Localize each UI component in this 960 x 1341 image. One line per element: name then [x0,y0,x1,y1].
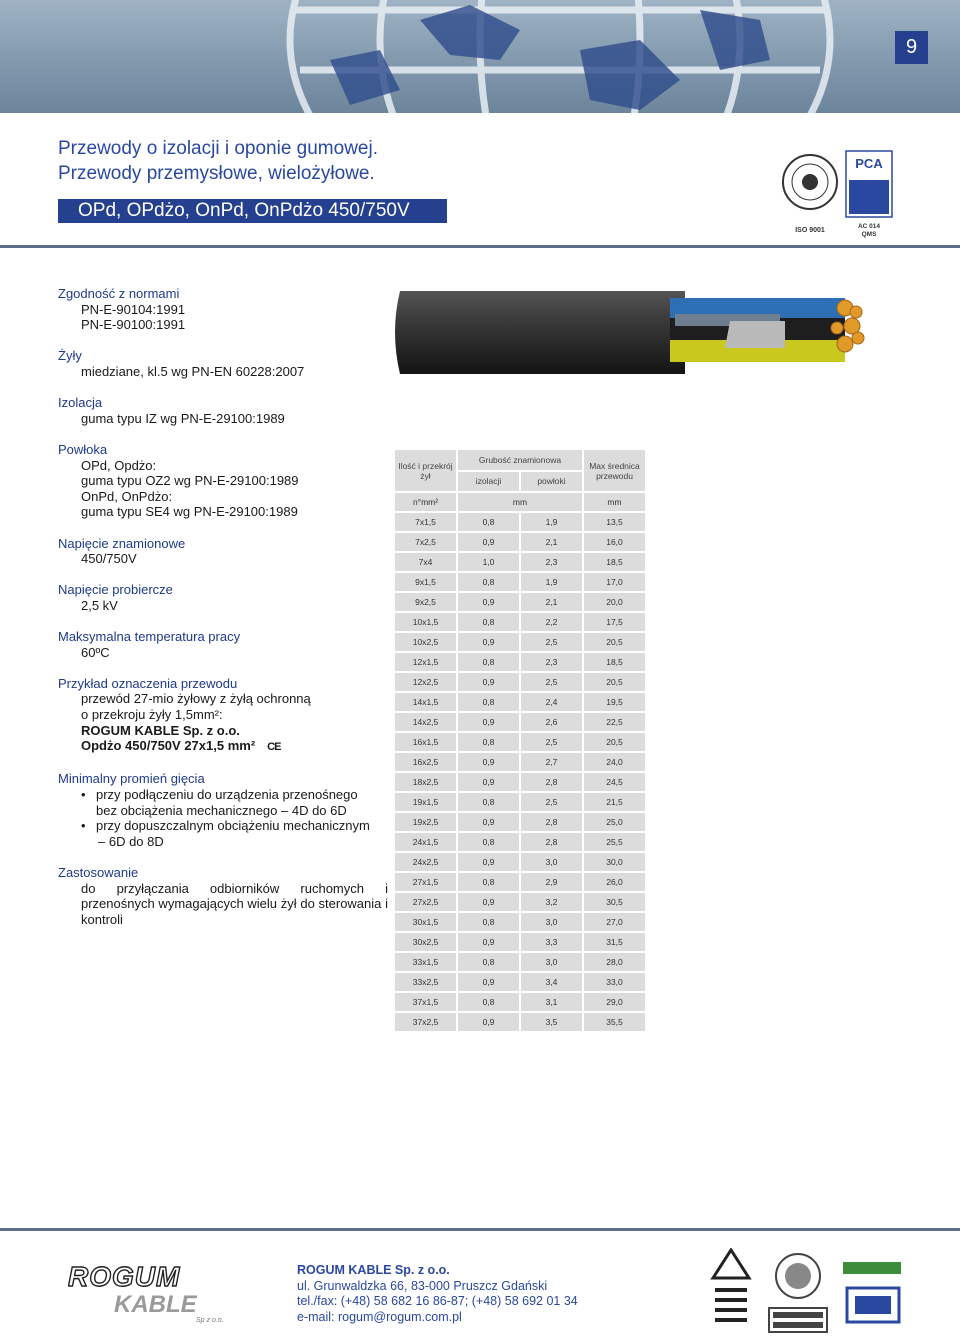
cell-insulation: 0,8 [458,733,519,751]
cable-spec-table [393,448,647,1033]
cell-sheath: 1,9 [521,513,582,531]
cell-sheath: 2,5 [521,633,582,651]
test-voltage-heading: Napięcie probiercze [58,582,173,598]
cell-diameter: 25,5 [584,833,645,851]
table-row [395,733,645,751]
table-row [395,753,645,771]
cntk-logo-icon [847,1288,899,1322]
cell-sheath: 3,3 [521,933,582,951]
header-diameter: Max średnica przewodu [584,450,645,491]
svg-text:ISO 9001: ISO 9001 [795,227,825,234]
cell-insulation: 0,8 [458,953,519,971]
cell-insulation: 0,9 [458,773,519,791]
company-address [297,1263,578,1325]
company-email[interactable]: e-mail: rogum@rogum.com.pl [297,1309,462,1324]
cell-cross-section: 10x1,5 [395,613,456,631]
page-title [58,136,378,186]
cell-diameter: 27,0 [584,913,645,931]
globe-graphic [0,0,960,113]
certification-logos [778,148,898,238]
table-body [395,513,645,1031]
svg-text:ROGUM: ROGUM [68,1262,181,1292]
cell-sheath: 3,5 [521,1013,582,1031]
cell-sheath: 2,9 [521,873,582,891]
certification-marks [705,1248,915,1336]
cell-diameter: 26,0 [584,873,645,891]
temperature-heading: Maksymalna temperatura pracy [58,629,241,645]
cell-insulation: 0,9 [458,1013,519,1031]
footer-divider [0,1228,960,1231]
table-row [395,853,645,871]
cell-diameter: 30,5 [584,893,645,911]
cell-diameter: 20,5 [584,673,645,691]
rogum-logo [68,1262,243,1324]
table-row [395,873,645,891]
cell-sheath: 2,3 [521,553,582,571]
cell-cross-section: 16x2,5 [395,753,456,771]
cell-insulation: 0,9 [458,933,519,951]
example-company: ROGUM KABLE Sp. z o.o. [81,722,240,738]
svg-text:Sp z o.o.: Sp z o.o. [196,1317,224,1324]
cell-diameter: 24,0 [584,753,645,771]
cell-diameter: 30,0 [584,853,645,871]
cell-cross-section: 7x4 [395,553,456,571]
cell-insulation: 0,8 [458,573,519,591]
table-row [395,653,645,671]
cell-cross-section: 33x1,5 [395,953,456,971]
norms-heading: Zgodność z normami [58,286,180,301]
cell-sheath: 2,5 [521,733,582,751]
cell-insulation: 0,8 [458,873,519,891]
sheath-heading: Powłoka [58,441,108,457]
voltage-value: 450/750V [81,551,137,567]
unit-count: n°mm² [395,493,456,511]
cell-insulation: 0,9 [458,973,519,991]
cell-diameter: 20,0 [584,593,645,611]
cell-insulation: 0,8 [458,613,519,631]
table-row [395,953,645,971]
cell-sheath: 3,0 [521,913,582,931]
cell-diameter: 22,5 [584,713,645,731]
bend-radius-item-1: • przy podłączeniu do urządzenia przenośnego [58,787,388,803]
cell-sheath: 2,7 [521,753,582,771]
application-value: do przyłączania odbiorników ruchomych i przenośnych wymagających wielu żył do sterowania i kontroli [81,880,388,927]
pca-badge-icon [846,151,892,238]
cell-insulation: 0,9 [458,673,519,691]
header-thickness: Grubość znamionowa [458,450,582,470]
svg-text:KABLE: KABLE [114,1291,197,1318]
table-row [395,833,645,851]
table-row [395,513,645,531]
header-divider [0,245,960,248]
cell-sheath: 2,8 [521,773,582,791]
cell-insulation: 0,9 [458,713,519,731]
cores-value: miedziane, kl.5 wg PN-EN 60228:2007 [81,363,305,379]
temperature-value: 60ºC [81,644,110,660]
table-row [395,973,645,991]
title-line-1: Przewody o izolacji i oponie gumowej. [58,138,378,159]
cell-insulation: 0,9 [458,893,519,911]
table-row [395,633,645,651]
table-row [395,793,645,811]
cell-insulation: 0,9 [458,753,519,771]
cell-sheath: 1,9 [521,573,582,591]
cell-cross-section: 14x1,5 [395,693,456,711]
bend-radius-item-1-cont: bez obciążenia mechanicznego – 4D do 6D [96,802,347,818]
cell-insulation: 0,8 [458,833,519,851]
cell-diameter: 21,5 [584,793,645,811]
emag-logo-icon [843,1262,901,1274]
norm-item: PN-E-90100:1991 [81,317,186,333]
cell-cross-section: 9x2,5 [395,593,456,611]
table-row [395,693,645,711]
cell-diameter: 33,0 [584,973,645,991]
company-phone: tel./fax: (+48) 58 682 16 86-87; (+48) 58 692 01 34 [297,1294,578,1308]
cell-insulation: 0,8 [458,513,519,531]
cell-diameter: 24,5 [584,773,645,791]
table-row [395,813,645,831]
example-line-2: o przekroju żyły 1,5mm²: [81,707,223,723]
cell-insulation: 0,8 [458,693,519,711]
sheath-a-heading: OPd, Opdżo: [81,457,157,473]
cell-sheath: 2,5 [521,793,582,811]
insulation-value: guma typu IZ wg PN-E-29100:1989 [81,410,285,426]
sheath-a-value: guma typu OZ2 wg PN-E-29100:1989 [81,473,299,489]
cell-insulation: 0,9 [458,633,519,651]
iso-seal-icon [783,155,837,234]
company-street: ul. Grunwaldzka 66, 83-000 Pruszcz Gdański [297,1278,548,1293]
table-row [395,1013,645,1031]
cell-cross-section: 19x1,5 [395,793,456,811]
cell-sheath: 2,8 [521,813,582,831]
ce-mark-icon: CE [267,741,281,754]
table-row [395,913,645,931]
cell-sheath: 2,6 [521,713,582,731]
insulation-heading: Izolacja [58,395,103,411]
table-row [395,713,645,731]
cable-illustration [390,286,870,376]
cell-insulation: 1,0 [458,553,519,571]
unit-diameter: mm [584,493,645,511]
cell-diameter: 19,5 [584,693,645,711]
cell-cross-section: 19x2,5 [395,813,456,831]
title-line-2: Przewody przemysłowe, wielożyłowe. [58,163,375,184]
cell-cross-section: 27x1,5 [395,873,456,891]
cell-diameter: 20,5 [584,633,645,651]
cell-cross-section: 24x2,5 [395,853,456,871]
cell-sheath: 3,2 [521,893,582,911]
bureau-veritas-icon [769,1254,827,1332]
header-sheath: powłoki [521,472,582,492]
cell-sheath: 3,4 [521,973,582,991]
table-row [395,573,645,591]
cell-diameter: 16,0 [584,533,645,551]
cell-diameter: 35,5 [584,1013,645,1031]
table-row [395,613,645,631]
application-heading: Zastosowanie [58,864,139,880]
table-row [395,993,645,1011]
cell-sheath: 3,0 [521,953,582,971]
cell-diameter: 25,0 [584,813,645,831]
cell-diameter: 17,0 [584,573,645,591]
cell-cross-section: 24x1,5 [395,833,456,851]
table-row [395,593,645,611]
cell-diameter: 17,5 [584,613,645,631]
svg-text:PCA: PCA [855,156,883,171]
voltage-heading: Napięcie znamionowe [58,535,186,551]
cell-insulation: 0,8 [458,653,519,671]
cell-diameter: 20,5 [584,733,645,751]
table-row [395,773,645,791]
table-row [395,933,645,951]
svg-text:AC 014: AC 014 [857,223,881,230]
cell-cross-section: 10x2,5 [395,633,456,651]
company-name: ROGUM KABLE Sp. z o.o. [297,1263,450,1277]
cell-sheath: 2,3 [521,653,582,671]
cell-insulation: 0,8 [458,913,519,931]
cell-insulation: 0,8 [458,993,519,1011]
cell-cross-section: 12x2,5 [395,673,456,691]
cell-diameter: 13,5 [584,513,645,531]
cell-sheath: 2,2 [521,613,582,631]
header-count: Ilość i przekrój żył [395,450,456,491]
cell-diameter: 28,0 [584,953,645,971]
cell-diameter: 18,5 [584,553,645,571]
table-row [395,893,645,911]
page-number: 9 [895,31,928,64]
cell-insulation: 0,9 [458,813,519,831]
svg-text:QMS: QMS [861,231,877,238]
cell-cross-section: 33x2,5 [395,973,456,991]
norm-item: PN-E-90104:1991 [81,301,186,317]
cell-cross-section: 37x1,5 [395,993,456,1011]
test-voltage-value: 2,5 kV [81,597,118,613]
product-bar: OPd, OPdżo, OnPd, OnPdżo 450/750V [58,199,447,223]
bend-radius-heading: Minimalny promień gięcia [58,771,205,787]
cores-heading: Żyły [58,348,82,364]
sheath-b-value: guma typu SE4 wg PN-E-29100:1989 [81,504,298,520]
spec-list [58,286,388,943]
unit-thickness: mm [458,493,582,511]
cell-cross-section: 9x1,5 [395,573,456,591]
cell-cross-section: 30x1,5 [395,913,456,931]
cell-cross-section: 14x2,5 [395,713,456,731]
cell-cross-section: 7x1,5 [395,513,456,531]
header-banner [0,0,960,113]
cell-diameter: 18,5 [584,653,645,671]
table-row [395,533,645,551]
cell-cross-section: 18x2,5 [395,773,456,791]
bend-radius-item-2: • przy dopuszczalnym obciążeniu mechanicznym [58,818,388,834]
cell-insulation: 0,9 [458,853,519,871]
table-row [395,673,645,691]
cell-sheath: 2,1 [521,533,582,551]
cell-sheath: 2,5 [521,673,582,691]
cell-sheath: 3,1 [521,993,582,1011]
example-designation: Opdżo 450/750V 27x1,5 mm² CE [81,738,281,754]
cell-sheath: 3,0 [521,853,582,871]
cell-cross-section: 7x2,5 [395,533,456,551]
cell-cross-section: 12x1,5 [395,653,456,671]
vde-mark-icon [713,1250,749,1322]
cell-cross-section: 37x2,5 [395,1013,456,1031]
header-insulation: izolacji [458,472,519,492]
cell-sheath: 2,1 [521,593,582,611]
cell-diameter: 31,5 [584,933,645,951]
cell-cross-section: 27x2,5 [395,893,456,911]
cell-cross-section: 30x2,5 [395,933,456,951]
cell-sheath: 2,4 [521,693,582,711]
cell-diameter: 29,0 [584,993,645,1011]
cell-cross-section: 16x1,5 [395,733,456,751]
example-line-1: przewód 27-mio żyłowy z żyłą ochronną [81,691,311,707]
table-row [395,553,645,571]
cell-insulation: 0,8 [458,793,519,811]
sheath-b-heading: OnPd, OnPdżo: [81,488,173,504]
bend-radius-item-2-cont: – 6D do 8D [98,833,164,849]
example-heading: Przykład oznaczenia przewodu [58,675,238,691]
cell-insulation: 0,9 [458,533,519,551]
cell-sheath: 2,8 [521,833,582,851]
cell-insulation: 0,9 [458,593,519,611]
